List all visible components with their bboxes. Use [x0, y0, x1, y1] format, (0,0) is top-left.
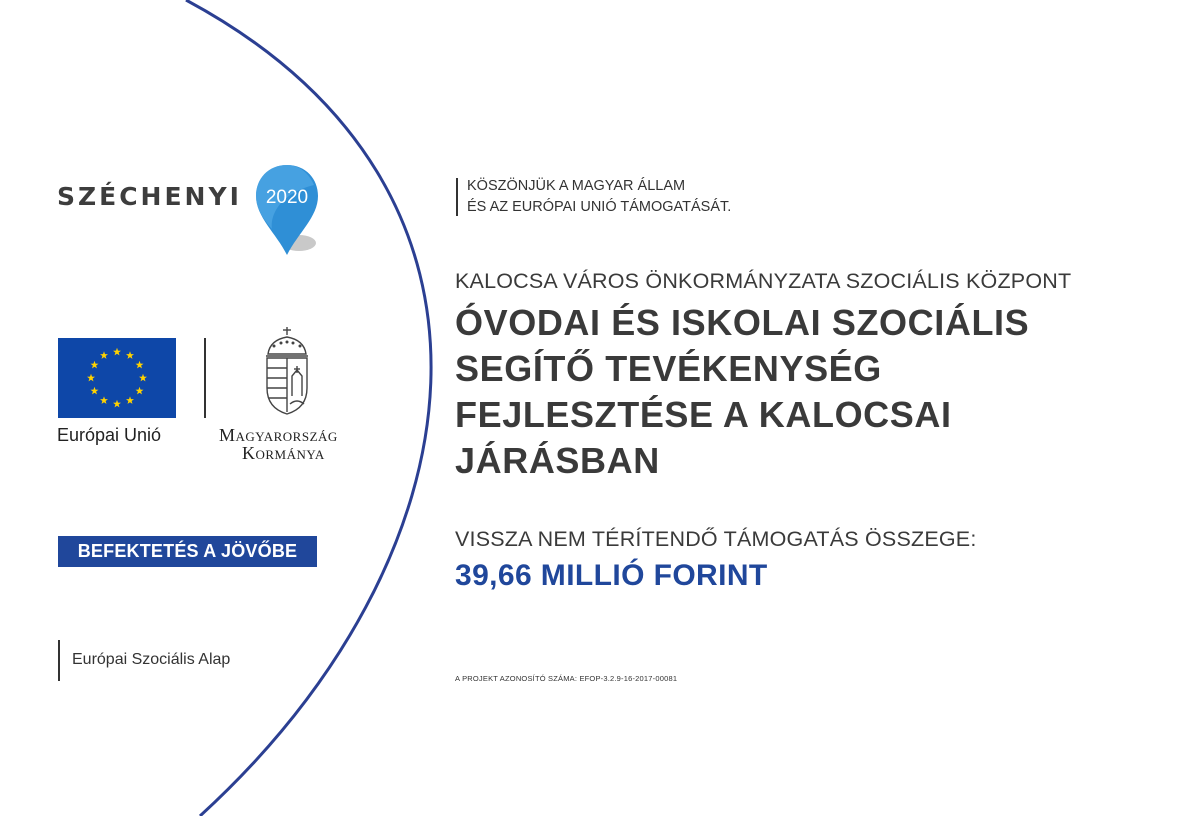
- beneficiary-name: KALOCSA VÁROS ÖNKORMÁNYZATA SZOCIÁLIS KÖZPONT: [455, 269, 1072, 293]
- szechenyi-year: 2020: [265, 187, 309, 208]
- project-id: A PROJEKT AZONOSÍTÓ SZÁMA: EFOP-3.2.9-16-2017-00081: [455, 674, 678, 683]
- grant-amount: 39,66 MILLIÓ FORINT: [455, 559, 768, 592]
- grant-amount-label: VISSZA NEM TÉRÍTENDŐ TÁMOGATÁS ÖSSZEGE:: [455, 527, 977, 551]
- esf-label: Európai Szociális Alap: [72, 651, 231, 668]
- project-title-line: SEGÍTŐ TEVÉKENYSÉG: [455, 348, 882, 389]
- project-title: [455, 300, 1155, 484]
- eu-label: Európai Unió: [57, 425, 162, 445]
- szechenyi-2020-pin-icon: [254, 163, 324, 258]
- thanks-separator: [456, 178, 458, 216]
- eu-flag-icon: [58, 338, 176, 418]
- government-label-line2: Kormánya: [242, 443, 325, 463]
- project-title-line: ÓVODAI ÉS ISKOLAI SZOCIÁLIS: [455, 302, 1030, 343]
- logo-separator: [204, 338, 206, 418]
- thanks-line2: ÉS AZ EURÓPAI UNIÓ TÁMOGATÁSÁT.: [467, 199, 732, 215]
- szechenyi-logo-text: SZÉCHENYI: [57, 182, 242, 211]
- project-title-line: FEJLESZTÉSE A KALOCSAI: [455, 394, 952, 435]
- project-title-line: JÁRÁSBAN: [455, 440, 660, 481]
- esf-separator: [58, 640, 60, 681]
- thanks-line1: KÖSZÖNJÜK A MAGYAR ÁLLAM: [467, 178, 686, 194]
- hungarian-coat-of-arms-icon: [262, 326, 312, 416]
- government-label-line1: Magyarország: [219, 425, 338, 445]
- invest-in-future-badge: BEFEKTETÉS A JÖVŐBE: [58, 536, 317, 567]
